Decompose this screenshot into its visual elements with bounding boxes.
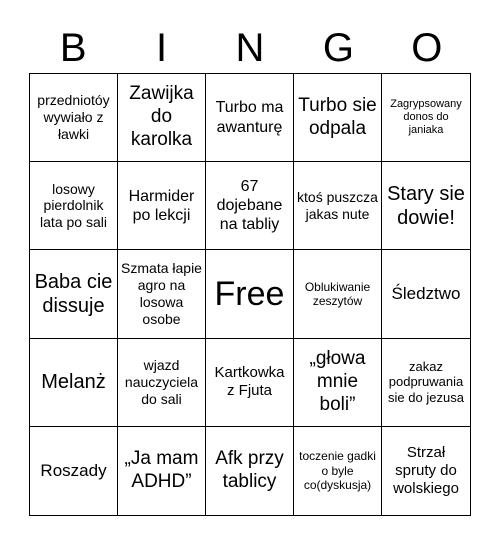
cell-text: Baba cie dissuje	[34, 270, 113, 317]
cell-text: Oblukiwanie zeszytów	[304, 279, 371, 308]
bingo-cell[interactable]	[206, 74, 294, 162]
cell-text: Harmider po lekcji	[128, 187, 195, 224]
bingo-cell[interactable]	[206, 339, 294, 427]
cell-text: Śledztwo	[391, 283, 461, 303]
cell-text: losowy pierdolnik lata po sali	[40, 180, 107, 231]
bingo-cell-free[interactable]	[206, 250, 294, 338]
cell-text: Turbo ma awanturę	[215, 99, 284, 136]
cell-text: „głowa mnie boli”	[309, 348, 366, 415]
cell-text: toczenie gadki o byle co(dyskusja)	[299, 449, 376, 493]
bingo-cell[interactable]	[30, 162, 118, 250]
bingo-cell[interactable]	[30, 427, 118, 515]
cell-text: Zawijka do karolka	[129, 83, 194, 150]
cell-text: Stary sie dowie!	[387, 182, 465, 229]
cell-text: wjazd nauczyciela do sali	[124, 357, 199, 407]
header-letter-i: I	[156, 26, 168, 70]
bingo-cell[interactable]	[206, 427, 294, 515]
bingo-cell[interactable]	[118, 162, 206, 250]
bingo-cell[interactable]	[382, 162, 470, 250]
cell-text: Turbo sie odpala	[298, 94, 377, 139]
cell-text: Zagrypsowany donos do janiaka	[390, 97, 462, 137]
bingo-cell[interactable]	[382, 74, 470, 162]
bingo-cell[interactable]	[294, 162, 382, 250]
cell-text: zakaz podpruwania sie do jezusa	[388, 358, 464, 405]
bingo-cell[interactable]	[294, 339, 382, 427]
cell-text: ktoś puszcza jakas nute	[297, 188, 378, 222]
bingo-cell[interactable]	[294, 74, 382, 162]
cell-text: Strzał spruty do wolskiego	[393, 443, 459, 497]
bingo-cell[interactable]	[382, 339, 470, 427]
bingo-cell[interactable]	[382, 250, 470, 338]
bingo-cell[interactable]	[382, 427, 470, 515]
bingo-cell[interactable]	[294, 250, 382, 338]
cell-text: Roszady	[40, 460, 107, 480]
bingo-cell[interactable]	[30, 339, 118, 427]
bingo-cell[interactable]	[206, 162, 294, 250]
cell-text: Melanż	[41, 371, 106, 394]
bingo-header	[29, 22, 471, 74]
bingo-cell[interactable]	[30, 250, 118, 338]
cell-text: 67 dojebane na tabliy	[216, 178, 283, 234]
cell-text: Kartkowka z Fjuta	[214, 364, 285, 400]
header-letter-o: O	[411, 26, 443, 70]
bingo-cell[interactable]	[118, 74, 206, 162]
cell-text: Free	[214, 274, 285, 313]
bingo-cell[interactable]	[118, 250, 206, 338]
bingo-cell[interactable]	[30, 74, 118, 162]
cell-text: Afk przy tablicy	[215, 448, 284, 492]
header-letter-b: B	[59, 26, 87, 70]
header-letter-n: N	[235, 26, 265, 70]
bingo-cell[interactable]	[118, 427, 206, 515]
bingo-cell[interactable]	[294, 427, 382, 515]
cell-text: Szmata łapie agro na losowa osobe	[121, 260, 202, 327]
bingo-board	[29, 73, 471, 516]
bingo-cell[interactable]	[118, 339, 206, 427]
header-letter-g: G	[322, 26, 354, 70]
cell-text: „Ja mam ADHD”	[124, 448, 199, 492]
cell-text: przedniotóy wywiało z ławki	[37, 92, 110, 142]
